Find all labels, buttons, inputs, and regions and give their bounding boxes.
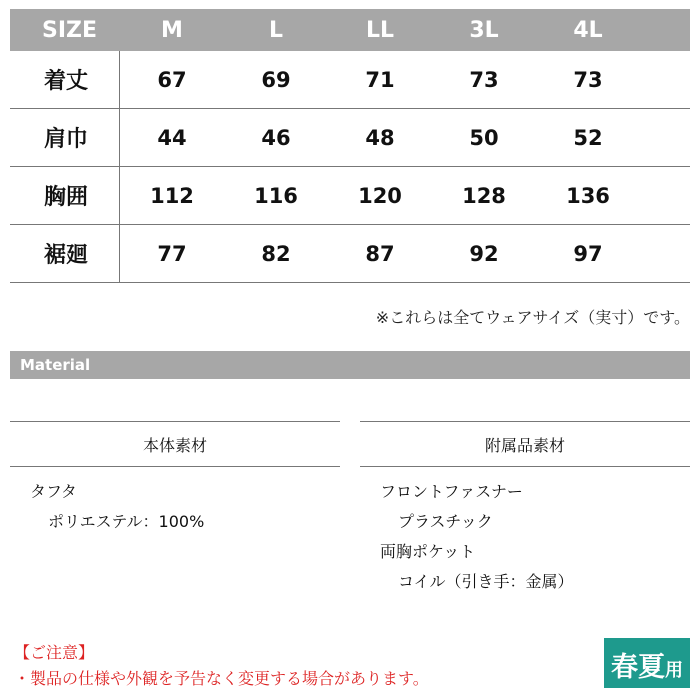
size-header-label: SIZE (42, 17, 98, 43)
season-badge-suffix: 用 (665, 660, 683, 681)
table-cell: 136 (566, 183, 610, 208)
table-cell: 73 (469, 67, 499, 92)
accessory-material-column (360, 421, 690, 595)
table-row-length (10, 51, 690, 109)
table-cell: 46 (261, 125, 291, 150)
table-cell: 48 (365, 125, 395, 150)
size-header-4l: 4L (573, 17, 603, 43)
table-cell: 50 (469, 125, 499, 150)
material-section-header: Material (10, 351, 690, 379)
row-label: 裾廻 (10, 225, 120, 282)
accessory-subitem: コイル（引き手：金属） (398, 571, 574, 591)
season-badge-main: 春夏 (611, 652, 665, 683)
row-label: 着丈 (10, 51, 120, 108)
size-header-ll: LL (365, 17, 395, 43)
accessory-material-heading: 附属品素材 (360, 421, 690, 467)
size-table (10, 9, 690, 283)
table-cell: 77 (157, 241, 187, 266)
body-material-column (10, 421, 340, 535)
table-row-shoulder (10, 109, 690, 167)
material-subitem: ポリエステル：100% (48, 511, 205, 531)
size-header-row (10, 9, 690, 51)
body-material-heading: 本体素材 (10, 421, 340, 467)
row-label: 胸囲 (10, 167, 120, 224)
table-cell: 71 (365, 67, 395, 92)
size-header-m: M (161, 17, 183, 43)
season-badge (604, 638, 690, 688)
table-row-hem (10, 225, 690, 283)
table-cell: 97 (573, 241, 603, 266)
accessory-item: 両胸ポケット (380, 541, 476, 561)
table-row-chest (10, 167, 690, 225)
size-header-l: L (268, 17, 284, 43)
table-cell: 112 (150, 183, 194, 208)
table-cell: 128 (462, 183, 506, 208)
table-cell: 44 (157, 125, 187, 150)
caution-text: ・製品の仕様や外観を予告なく変更する場合があります。 (14, 669, 429, 688)
table-cell: 82 (261, 241, 291, 266)
table-cell: 52 (573, 125, 603, 150)
accessory-item: フロントファスナー (380, 481, 523, 501)
table-cell: 67 (157, 67, 187, 92)
accessory-subitem: プラスチック (398, 511, 493, 531)
size-header-3l: 3L (469, 17, 499, 43)
size-note: ※これらは全てウェアサイズ（実寸）です。 (375, 308, 690, 327)
row-label: 肩巾 (10, 109, 120, 166)
table-cell: 69 (261, 67, 291, 92)
caution-title: 【ご注意】 (14, 643, 95, 662)
table-cell: 92 (469, 241, 499, 266)
table-cell: 120 (358, 183, 402, 208)
table-cell: 116 (254, 183, 298, 208)
table-cell: 87 (365, 241, 395, 266)
table-cell: 73 (573, 67, 603, 92)
material-item: タフタ (30, 481, 77, 501)
